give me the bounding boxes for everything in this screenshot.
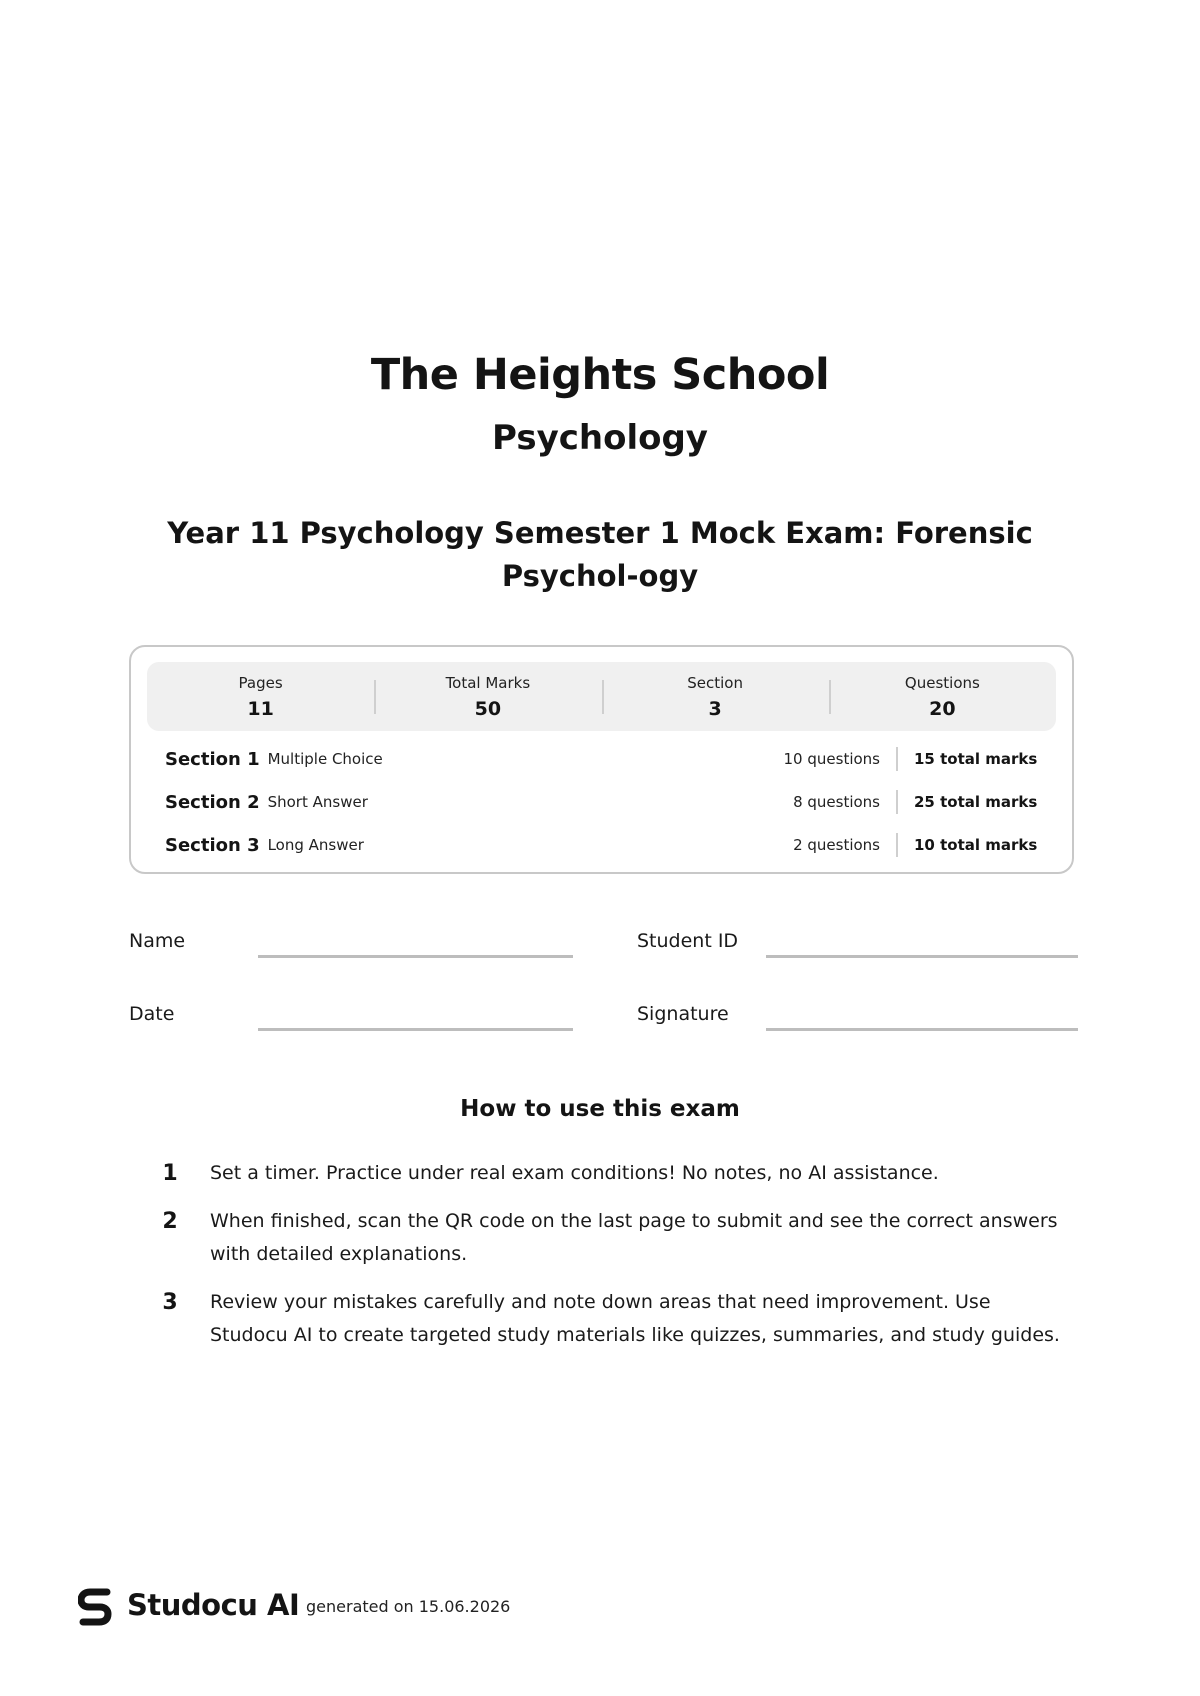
section-row-3 <box>165 830 1040 860</box>
signature-field[interactable] <box>766 1028 1078 1031</box>
step-number: 1 <box>162 1161 178 1186</box>
section-questions: 10 questions <box>783 750 880 768</box>
date-field[interactable] <box>258 1028 573 1031</box>
section-questions: 2 questions <box>793 836 880 854</box>
section-type: Long Answer <box>267 836 364 854</box>
section-row-2 <box>165 787 1040 817</box>
step-text: Review your mistakes carefully and note down areas that need improvement. Use Studocu AI to create targeted study materials like quizzes, summaries, and study guides. <box>210 1291 1060 1346</box>
stat-value: 20 <box>929 698 956 720</box>
name-label: Name <box>129 930 186 952</box>
stat-label: Section <box>687 674 743 692</box>
stat-pages <box>147 662 374 731</box>
name-field[interactable] <box>258 955 573 958</box>
stat-questions <box>829 662 1056 731</box>
section-name: Section 2 <box>165 791 260 813</box>
stat-value: 50 <box>474 698 502 720</box>
section-row-1 <box>165 744 1040 774</box>
stat-label: Total Marks <box>445 674 531 692</box>
exam-title <box>120 512 1080 598</box>
section-type: Multiple Choice <box>267 750 383 768</box>
section-marks: 25 total marks <box>914 793 1038 811</box>
signature-label: Signature <box>637 1003 729 1025</box>
section-name: Section 1 <box>165 748 260 770</box>
exam-title-text: Year 11 Psychology Semester 1 Mock Exam: Forensic Psychol-ogy <box>167 516 1033 593</box>
stat-label: Questions <box>904 674 980 692</box>
school-name: The Heights School <box>370 350 830 400</box>
stat-value: 11 <box>247 698 274 720</box>
step-text: Set a timer. Practice under real exam conditions! No notes, no AI assistance. <box>210 1162 939 1184</box>
stats-bar <box>147 662 1056 731</box>
stat-section <box>602 662 829 731</box>
brand-name: Studocu AI <box>127 1588 300 1622</box>
step-text: When finished, scan the QR code on the last page to submit and see the correct answers with detailed explanations. <box>210 1210 1058 1265</box>
generated-date: generated on 15.06.2026 <box>306 1597 511 1616</box>
date-label: Date <box>129 1003 175 1025</box>
step-number: 2 <box>162 1209 178 1234</box>
instructions-title: How to use this exam <box>460 1096 740 1122</box>
student-id-field[interactable] <box>766 955 1078 958</box>
studocu-logo-icon <box>78 1588 112 1626</box>
section-name: Section 3 <box>165 834 260 856</box>
section-marks: 10 total marks <box>914 836 1038 854</box>
stat-total-marks <box>374 662 601 731</box>
section-marks: 15 total marks <box>914 750 1038 768</box>
stat-label: Pages <box>238 674 283 692</box>
section-type: Short Answer <box>267 793 368 811</box>
exam-summary-card <box>129 645 1074 874</box>
step-number: 3 <box>162 1290 178 1315</box>
stat-value: 3 <box>708 698 722 720</box>
subject-name: Psychology <box>492 418 708 458</box>
section-questions: 8 questions <box>793 793 880 811</box>
student-id-label: Student ID <box>637 930 739 952</box>
